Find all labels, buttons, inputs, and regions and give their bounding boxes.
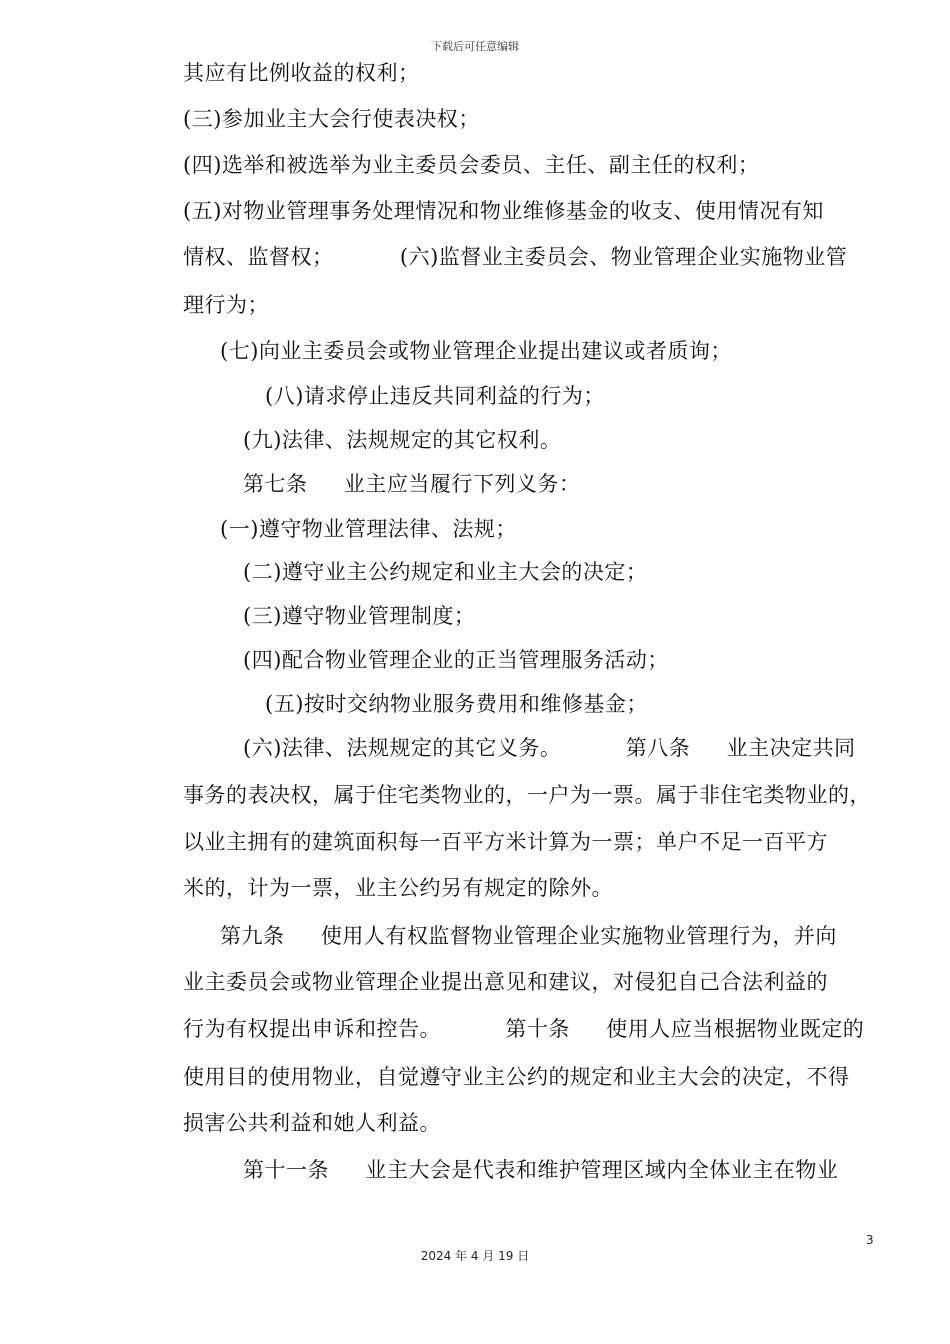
text-line [183,290,269,320]
text-segment: 业主应当履行下列义务： [343,472,581,496]
text-line [243,425,561,455]
text-segment: 使用目的使用物业，自觉遵守业主公约的规定和业主大会的决定，不得 [183,1065,850,1089]
text-segment: 行为有权提出申诉和控告。 [183,1017,441,1041]
text-segment: 使用人应当根据物业既定的 [606,1017,865,1041]
text-segment: 其应有比例收益的权利； [183,61,420,85]
text-segment: 业主大会是代表和维护管理区域内全体业主在物业 [365,1158,839,1182]
text-segment: 理行为； [183,293,269,317]
text-line [243,733,856,763]
text-line [243,645,669,675]
text-segment: (三)参加业主大会行使表决权； [183,107,480,131]
text-line [220,514,517,544]
text-segment: 情权、监督权； [183,245,334,269]
text-segment: (五)按时交纳物业服务费用和维修基金； [265,692,648,716]
text-line [243,601,475,631]
text-line [183,780,871,810]
text-line [183,1062,850,1092]
text-line [183,104,480,134]
text-segment: 损害公共利益和她人利益。 [183,1111,441,1135]
text-segment: 业主决定共同 [726,736,856,760]
text-segment: 第十条 [505,1017,570,1041]
text-segment: (二)遵守业主公约规定和业主大会的决定； [243,560,648,584]
text-segment: 米的，计为一票，业主公约另有规定的除外。 [183,876,613,900]
text-line [183,1108,441,1138]
text-line [183,873,613,903]
text-segment: (四)配合物业管理企业的正当管理服务活动； [243,648,669,672]
text-segment: 使用人有权监督物业管理企业实施物业管理行为，并向 [320,924,837,948]
text-line [265,689,648,719]
text-segment: (六)法律、法规规定的其它义务。 [243,736,562,760]
text-line [243,469,580,499]
text-segment: 事务的表决权，属于住宅类物业的，一户为一票。属于非住宅类物业的， [183,783,871,807]
text-line [220,921,837,951]
text-segment: 业主委员会或物业管理企业提出意见和建议，对侵犯自己合法利益的 [183,970,828,994]
footer-date: 2024 年 4 月 19 日 [420,1249,530,1263]
text-segment: (三)遵守物业管理制度； [243,604,476,628]
text-line [183,196,824,226]
text-line [183,150,759,180]
text-segment: 第八条 [625,736,691,760]
text-line [183,58,420,88]
text-line [183,967,828,997]
text-line [183,242,847,272]
text-segment: (八)请求停止违反共同利益的行为； [265,384,605,408]
text-segment: (六)监督业主委员会、物业管理企业实施物业管 [399,245,848,269]
text-line [183,1014,864,1044]
text-segment: (五)对物业管理事务处理情况和物业维修基金的收支、使用情况有知 [183,199,824,223]
text-line [265,381,605,411]
text-line [243,1155,838,1185]
text-segment: 第十一条 [243,1158,329,1182]
text-segment: 第七条 [243,472,308,496]
text-segment: (四)选举和被选举为业主委员会委员、主任、副主任的权利； [183,153,760,177]
text-segment: (九)法律、法规规定的其它权利。 [243,428,562,452]
page-header: 下载后可任意编辑 [431,40,519,53]
text-segment: (七)向业主委员会或物业管理企业提出建议或者质询； [220,339,732,363]
text-line [243,557,647,587]
page-number: 3 [866,1233,874,1247]
text-line [183,827,828,857]
text-segment: (一)遵守物业管理法律、法规； [220,517,517,541]
text-line [220,336,732,366]
text-segment: 以业主拥有的建筑面积每一百平方米计算为一票；单户不足一百平方 [183,830,828,854]
text-segment: 第九条 [220,924,285,948]
